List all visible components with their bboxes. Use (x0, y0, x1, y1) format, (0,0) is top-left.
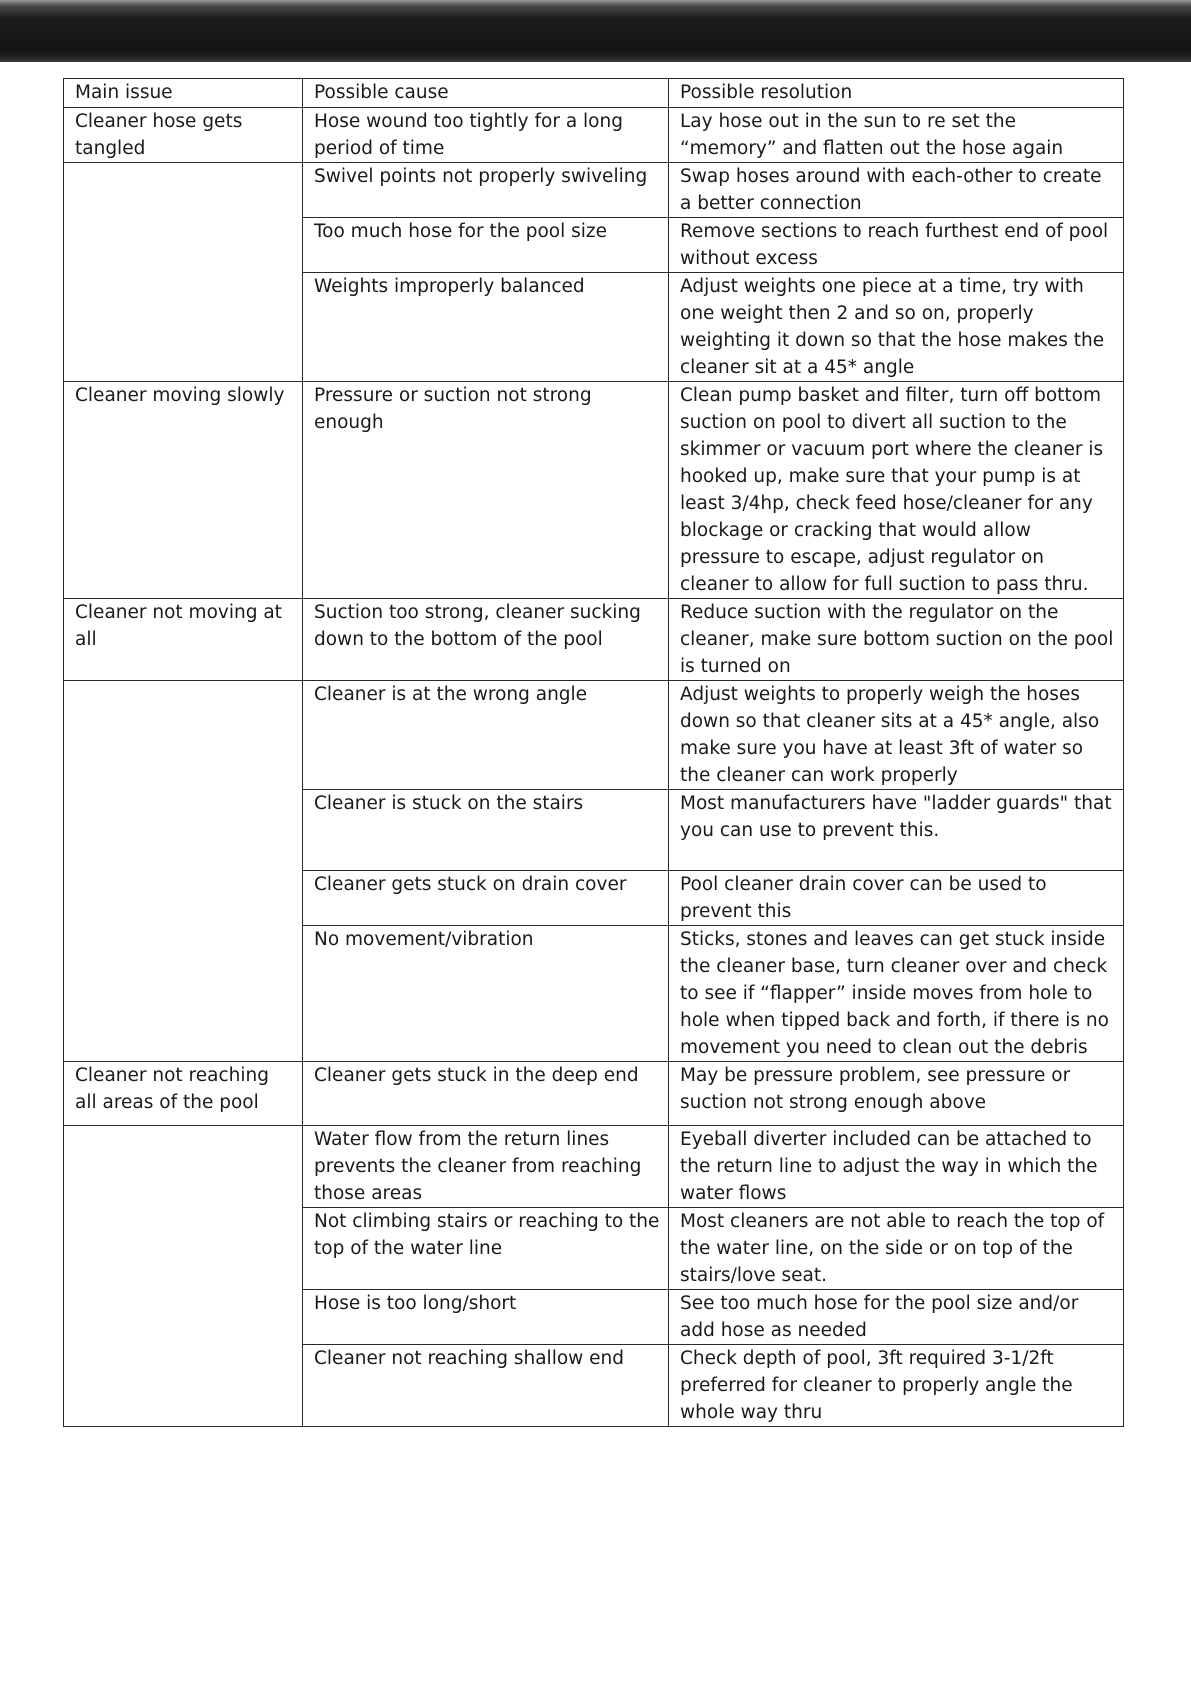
table-row (64, 599, 1124, 681)
cause-cell: Cleaner is stuck on the stairs (303, 790, 669, 871)
resolution-cell: Adjust weights one piece at a time, try with one weight then 2 and so on, properly weighting it down so that the hose makes the cleaner sit at a 45* angle (669, 273, 1124, 382)
resolution-cell: May be pressure problem, see pressure or suction not strong enough above (669, 1062, 1124, 1126)
header-possible-resolution: Possible resolution (669, 79, 1124, 108)
cause-cell: Hose wound too tightly for a long period of time (303, 108, 669, 163)
header-main-issue: Main issue (64, 79, 303, 108)
resolution-cell: Swap hoses around with each-other to create a better connection (669, 163, 1124, 218)
resolution-cell: Pool cleaner drain cover can be used to prevent this (669, 871, 1124, 926)
resolution-cell: See too much hose for the pool size and/or add hose as needed (669, 1290, 1124, 1345)
header-possible-cause: Possible cause (303, 79, 669, 108)
issue-cell (64, 1126, 303, 1427)
table-row (64, 163, 1124, 218)
resolution-cell: Most manufacturers have "ladder guards" that you can use to prevent this. (669, 790, 1124, 871)
cause-cell: Water flow from the return lines prevents the cleaner from reaching those areas (303, 1126, 669, 1208)
cause-cell: Swivel points not properly swiveling (303, 163, 669, 218)
table-row (64, 1126, 1124, 1208)
cause-cell: No movement/vibration (303, 926, 669, 1062)
resolution-cell: Clean pump basket and filter, turn off bottom suction on pool to divert all suction to the skimmer or vacuum port where the cleaner is hooked up, make sure that your pump is at least 3/4hp, check feed hose/cleaner for any blockage or cracking that would allow pressure to escape, adjust regulator on cleaner to allow for full suction to pass thru. (669, 382, 1124, 599)
troubleshooting-table-container (63, 78, 1123, 1427)
cause-cell: Too much hose for the pool size (303, 218, 669, 273)
issue-cell: Cleaner moving slowly (64, 382, 303, 599)
resolution-cell: Reduce suction with the regulator on the cleaner, make sure bottom suction on the pool is turned on (669, 599, 1124, 681)
resolution-cell: Adjust weights to properly weigh the hoses down so that cleaner sits at a 45* angle, also make sure you have at least 3ft of water so the cleaner can work properly (669, 681, 1124, 790)
issue-cell: Cleaner hose gets tangled (64, 108, 303, 163)
issue-cell: Cleaner not moving at all (64, 599, 303, 681)
table-row (64, 108, 1124, 163)
header-bar (0, 0, 1191, 62)
cause-cell: Weights improperly balanced (303, 273, 669, 382)
cause-cell: Not climbing stairs or reaching to the top of the water line (303, 1208, 669, 1290)
resolution-cell: Most cleaners are not able to reach the top of the water line, on the side or on top of the stairs/love seat. (669, 1208, 1124, 1290)
cause-cell: Hose is too long/short (303, 1290, 669, 1345)
table-row (64, 382, 1124, 599)
issue-cell (64, 163, 303, 382)
troubleshooting-table (63, 78, 1124, 1427)
table-row (64, 681, 1124, 790)
resolution-cell: Eyeball diverter included can be attached to the return line to adjust the way in which the water flows (669, 1126, 1124, 1208)
cause-cell: Suction too strong, cleaner sucking down to the bottom of the pool (303, 599, 669, 681)
table-row (64, 1062, 1124, 1126)
resolution-cell: Remove sections to reach furthest end of pool without excess (669, 218, 1124, 273)
cause-cell: Cleaner gets stuck on drain cover (303, 871, 669, 926)
cause-cell: Cleaner gets stuck in the deep end (303, 1062, 669, 1126)
resolution-cell: Lay hose out in the sun to re set the “memory” and flatten out the hose again (669, 108, 1124, 163)
resolution-cell: Check depth of pool, 3ft required 3-1/2ft preferred for cleaner to properly angle the whole way thru (669, 1345, 1124, 1427)
issue-cell: Cleaner not reaching all areas of the pool (64, 1062, 303, 1126)
table-header-row (64, 79, 1124, 108)
resolution-cell: Sticks, stones and leaves can get stuck inside the cleaner base, turn cleaner over and check to see if “flapper” inside moves from hole to hole when tipped back and forth, if there is no movement you need to clean out the debris (669, 926, 1124, 1062)
cause-cell: Cleaner not reaching shallow end (303, 1345, 669, 1427)
issue-cell (64, 681, 303, 1062)
cause-cell: Cleaner is at the wrong angle (303, 681, 669, 790)
cause-cell: Pressure or suction not strong enough (303, 382, 669, 599)
